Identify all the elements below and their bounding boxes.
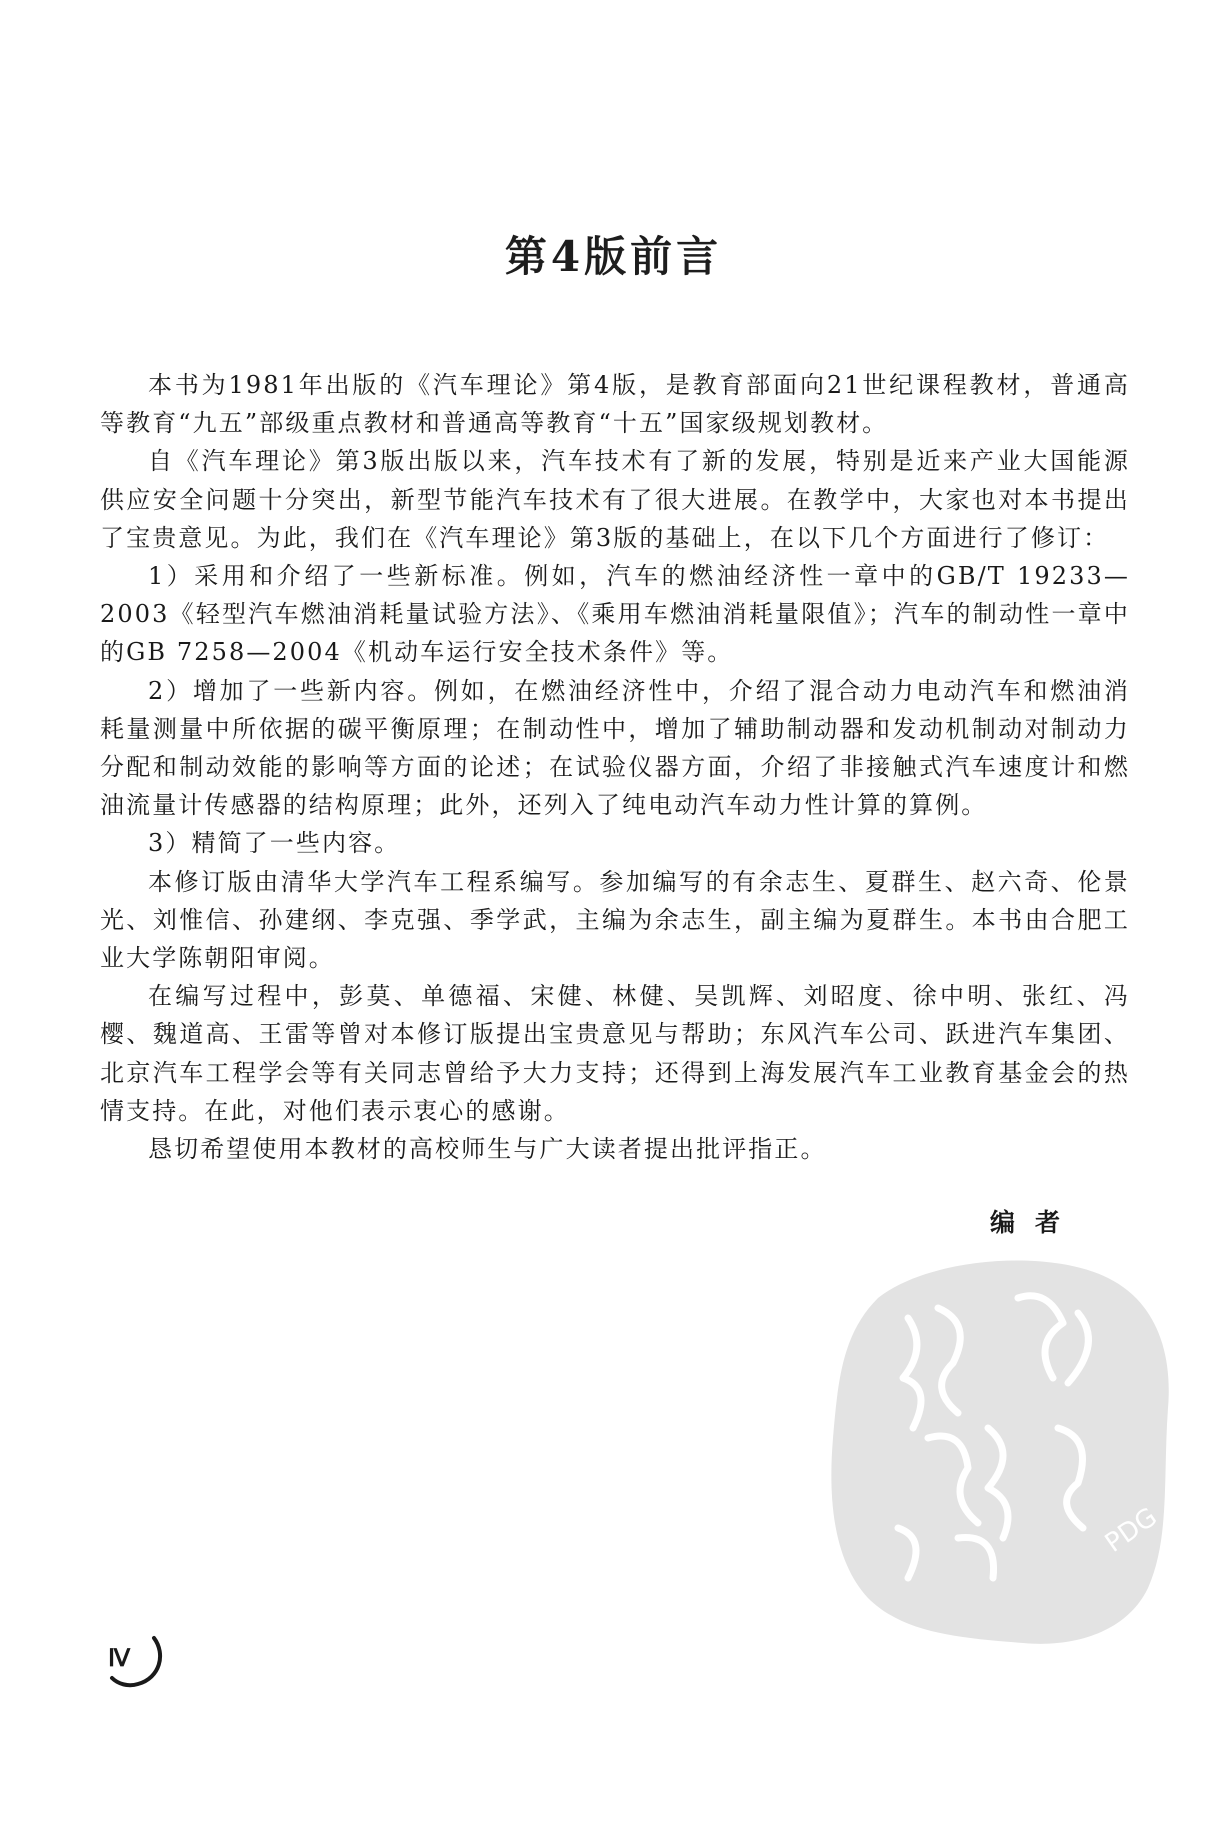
- paragraph: 在编写过程中，彭莫、单德福、宋健、林健、吴凯辉、刘昭度、徐中明、张红、冯樱、魏道高、王雷等曾对本修订版提出宝贵意见与帮助；东风汽车公司、跃进汽车集团、北京汽车工程学会等有关同志曾给予大力支持；还得到上海发展汽车工业教育基金会的热情支持。在此，对他们表示衷心的感谢。: [100, 982, 1130, 1125]
- page-number-text: Ⅳ: [108, 1646, 131, 1672]
- paragraph: 2）增加了一些新内容。例如，在燃油经济性中，介绍了混合动力电动汽车和燃油消耗量测量中所依据的碳平衡原理；在制动性中，增加了辅助制动器和发动机制动对制动力分配和制动效能的影响等方面的论述；在试验仪器方面，介绍了非接触式汽车速度计和燃油流量计传感器的结构原理；此外，还列入了纯电动汽车动力性计算的算例。: [100, 676, 1130, 820]
- page-title: 第4版前言: [504, 232, 723, 281]
- paragraph: 本修订版由清华大学汽车工程系编写。参加编写的有余志生、夏群生、赵六奇、伦景光、刘惟信、孙建纲、李克强、季学武，主编为余志生，副主编为夏群生。本书由合肥工业大学陈朝阳审阅。: [100, 867, 1130, 973]
- signature: 编者: [990, 1208, 1081, 1237]
- paragraph: 自《汽车理论》第3版出版以来，汽车技术有了新的发展，特别是近来产业大国能源供应安全问题十分突出，新型节能汽车技术有了很大进展。在教学中，大家也对本书提出了宝贵意见。为此，我们在《汽车理论》第3版的基础上，在以下几个方面进行了修订：: [100, 447, 1130, 552]
- paragraph: 1）采用和介绍了一些新标准。例如，汽车的燃油经济性一章中的GB/T 19233—2003《轻型汽车燃油消耗量试验方法》、《乘用车燃油消耗量限值》；汽车的制动性一章中的GB 7258—2004《机动车运行安全技术条件》等。: [100, 562, 1130, 667]
- paragraph: 恳切希望使用本教材的高校师生与广大读者提出批评指正。: [148, 1135, 827, 1164]
- watermark-seal: [808, 1238, 1180, 1658]
- paragraph: 3）精简了一些内容。: [148, 829, 401, 858]
- page-number: [108, 1632, 168, 1692]
- preface-body: [100, 366, 1130, 1168]
- watermark-text: PDG: [1099, 1502, 1163, 1559]
- paragraph: 本书为1981年出版的《汽车理论》第4版，是教育部面向21世纪课程教材，普通高等教育“九五”部级重点教材和普通高等教育“十五”国家级规划教材。: [100, 371, 1130, 438]
